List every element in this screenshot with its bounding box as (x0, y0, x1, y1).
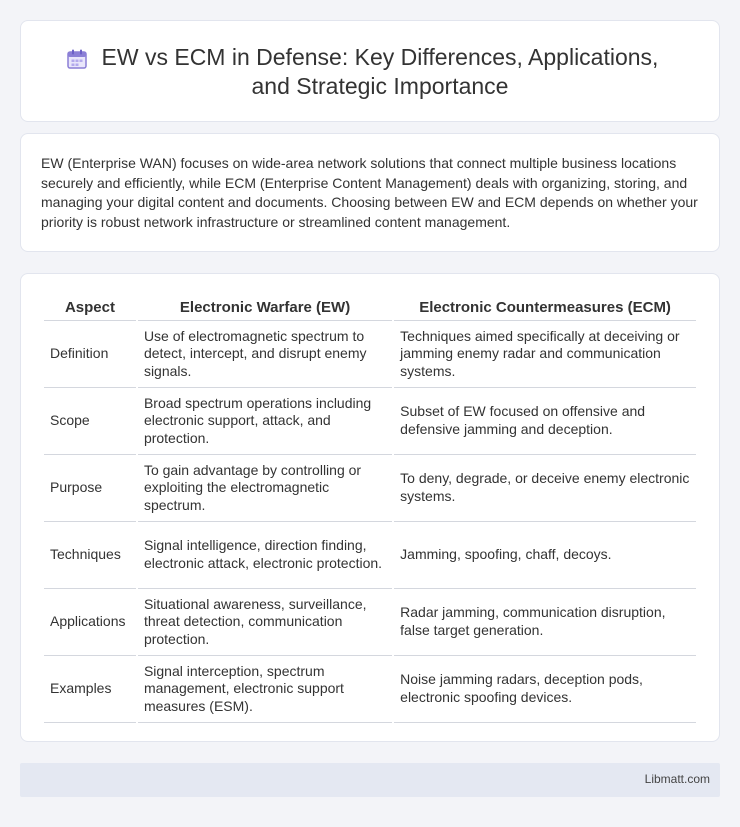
title-card (20, 20, 720, 122)
header-aspect: Aspect (44, 294, 136, 321)
row-ecm: Techniques aimed specifically at deceiving or jamming enemy radar and communication systems. (394, 321, 696, 388)
row-ew: Situational awareness, surveillance, threat detection, communication protection. (138, 589, 392, 656)
intro-paragraph: EW (Enterprise WAN) focuses on wide-area network solutions that connect multiple business locations securely and efficiently, while ECM (Enterprise Content Management) deals with organizing, storing, and managing your digital content and documents. Choosing between EW and ECM depends on whether your priority is robust network infrastructure or streamlined content management. (41, 155, 698, 230)
row-ecm: Subset of EW focused on offensive and defensive jamming and deception. (394, 388, 696, 455)
row-aspect: Examples (44, 656, 136, 723)
row-ecm: Jamming, spoofing, chaff, decoys. (394, 522, 696, 589)
row-aspect: Scope (44, 388, 136, 455)
table-row (44, 656, 696, 723)
row-aspect: Techniques (44, 522, 136, 589)
row-ecm: Noise jamming radars, deception pods, electronic spoofing devices. (394, 656, 696, 723)
comparison-table (42, 294, 698, 723)
header-ecm: Electronic Countermeasures (ECM) (394, 294, 696, 321)
page-title: EW vs ECM in Defense: Key Differences, Applications, and Strategic Importance (101, 44, 659, 99)
table-row (44, 589, 696, 656)
row-ew: Use of electromagnetic spectrum to detect, intercept, and disrupt enemy signals. (138, 321, 392, 388)
row-aspect: Definition (44, 321, 136, 388)
row-ew: Signal interception, spectrum management, electronic support measures (ESM). (138, 656, 392, 723)
row-ew: To gain advantage by controlling or exploiting the electromagnetic spectrum. (138, 455, 392, 522)
row-ew: Broad spectrum operations including electronic support, attack, and protection. (138, 388, 392, 455)
footer (20, 763, 720, 797)
footer-brand-link[interactable]: Libmatt.com (644, 772, 710, 786)
row-ecm: To deny, degrade, or deceive enemy electronic systems. (394, 455, 696, 522)
table-row (44, 321, 696, 388)
intro-card (20, 133, 720, 252)
table-row (44, 455, 696, 522)
row-ew: Signal intelligence, direction finding, electronic attack, electronic protection. (138, 522, 392, 589)
header-ew: Electronic Warfare (EW) (138, 294, 392, 321)
table-row (44, 522, 696, 589)
row-aspect: Applications (44, 589, 136, 656)
comparison-table-card (20, 273, 720, 742)
row-aspect: Purpose (44, 455, 136, 522)
table-header-row (44, 294, 696, 321)
row-ecm: Radar jamming, communication disruption, false target generation. (394, 589, 696, 656)
table-row (44, 388, 696, 455)
